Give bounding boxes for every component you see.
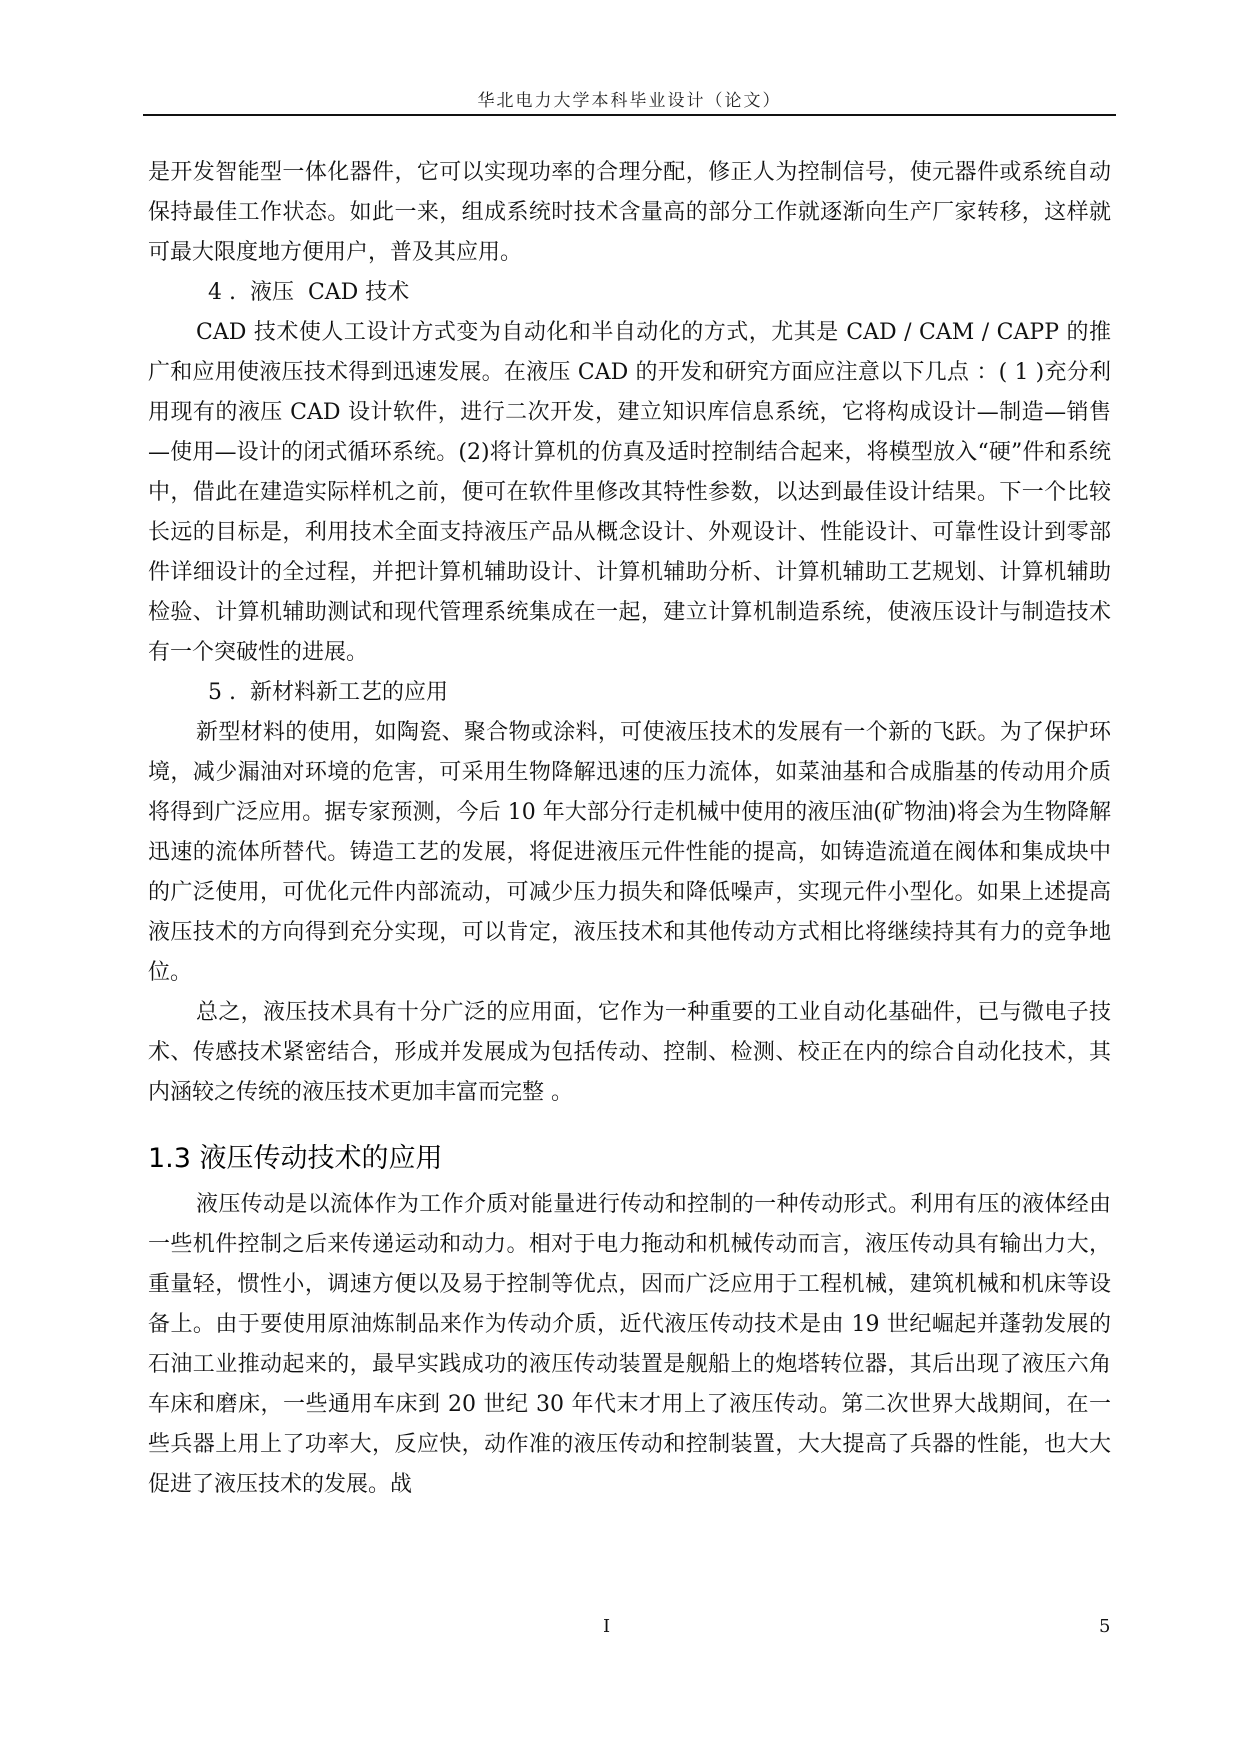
section-title: 1.3 液压传动技术的应用: [148, 1143, 443, 1174]
paragraph-continued: 是开发智能型一体化器件，它可以实现功率的合理分配，修正人为控制信号，使元器件或系统自动保持最佳工作状态。如此一来，组成系统时技术含量高的部分工作就逐渐向生产厂家转移，这样就可最大限度地方便用户，普及其应用。: [148, 160, 1111, 265]
paragraph-cad-technology: CAD 技术使人工设计方式变为自动化和半自动化的方式，尤其是 CAD / CAM / CAPP 的推广和应用使液压技术得到迅速发展。在液压 CAD 的开发和研究方面应注意以下几点 ：( 1 )充分利用现有的液压 CAD 设计软件，进行二次开发，建立知识库信息系统，它将构成设计—制造—销售—使用—设计的闭式循环系统。(2)将计算机的仿真及适时控制结合起来，将模型放入“硬”件和系统中，借此在建造实际样机之前，便可在软件里修改其特性参数，以达到最佳设计结果。下一个比较长远的目标是，利用技术全面支持液压产品从概念设计、外观设计、性能设计、可靠性设计到零部件详细设计的全过程，并把计算机辅助设计、计算机辅助分析、计算机辅助工艺规划、计算机辅助检验、计算机辅助测试和现代管理系统集成在一起，建立计算机制造系统，使液压设计与制造技术有一个突破性的进展。: [148, 320, 1111, 665]
header-divider: [143, 114, 1116, 116]
subheading-new-materials: 5 . 新材料新工艺的应用: [208, 680, 448, 705]
footer-page-number: 5: [1099, 1616, 1111, 1637]
paragraph-hydraulic-application: 液压传动是以流体作为工作介质对能量进行传动和控制的一种传动形式。利用有压的液体经由一些机件控制之后来传递运动和动力。相对于电力拖动和机械传动而言，液压传动具有输出力大，重量轻，惯性小，调速方便以及易于控制等优点，因而广泛应用于工程机械，建筑机械和机床等设备上。由于要使用原油炼制品来作为传动介质，近代液压传动技术是由 19 世纪崛起并蓬勃发展的石油工业推动起来的，最早实践成功的液压传动装置是舰船上的炮塔转位器，其后出现了液压六角车床和磨床，一些通用车床到 20 世纪 30 年代末才用上了液压传动。第二次世界大战期间，在一些兵器上用上了功率大，反应快，动作准的液压传动和控制装置，大大提高了兵器的性能，也大大促进了液压技术的发展。战: [148, 1192, 1111, 1497]
page-header-title: 华北电力大学本科毕业设计（论文）: [477, 91, 782, 111]
paragraph-summary: 总之，液压技术具有十分广泛的应用面，它作为一种重要的工业自动化基础件，已与微电子技术、传感技术紧密结合，形成并发展成为包括传动、控制、检测、校正在内的综合自动化技术，其内涵较之传统的液压技术更加丰富而完整 。: [148, 1000, 1111, 1105]
footer-roman-numeral: I: [603, 1616, 611, 1637]
subheading-hydraulic-cad: 4 . 液压 CAD 技术: [208, 280, 410, 305]
document-body: [148, 153, 1111, 1505]
paragraph-new-materials: 新型材料的使用，如陶瓷、聚合物或涂料，可使液压技术的发展有一个新的飞跃。为了保护环境，减少漏油对环境的危害，可采用生物降解迅速的压力流体，如菜油基和合成脂基的传动用介质将得到广泛应用。据专家预测，今后 10 年大部分行走机械中使用的液压油(矿物油)将会为生物降解迅速的流体所替代。铸造工艺的发展，将促进液压元件性能的提高，如铸造流道在阀体和集成块中的广泛使用，可优化元件内部流动，可减少压力损失和降低噪声，实现元件小型化。如果上述提高液压技术的方向得到充分实现，可以肯定，液压技术和其他传动方式相比将继续持其有力的竞争地位。: [148, 720, 1111, 985]
